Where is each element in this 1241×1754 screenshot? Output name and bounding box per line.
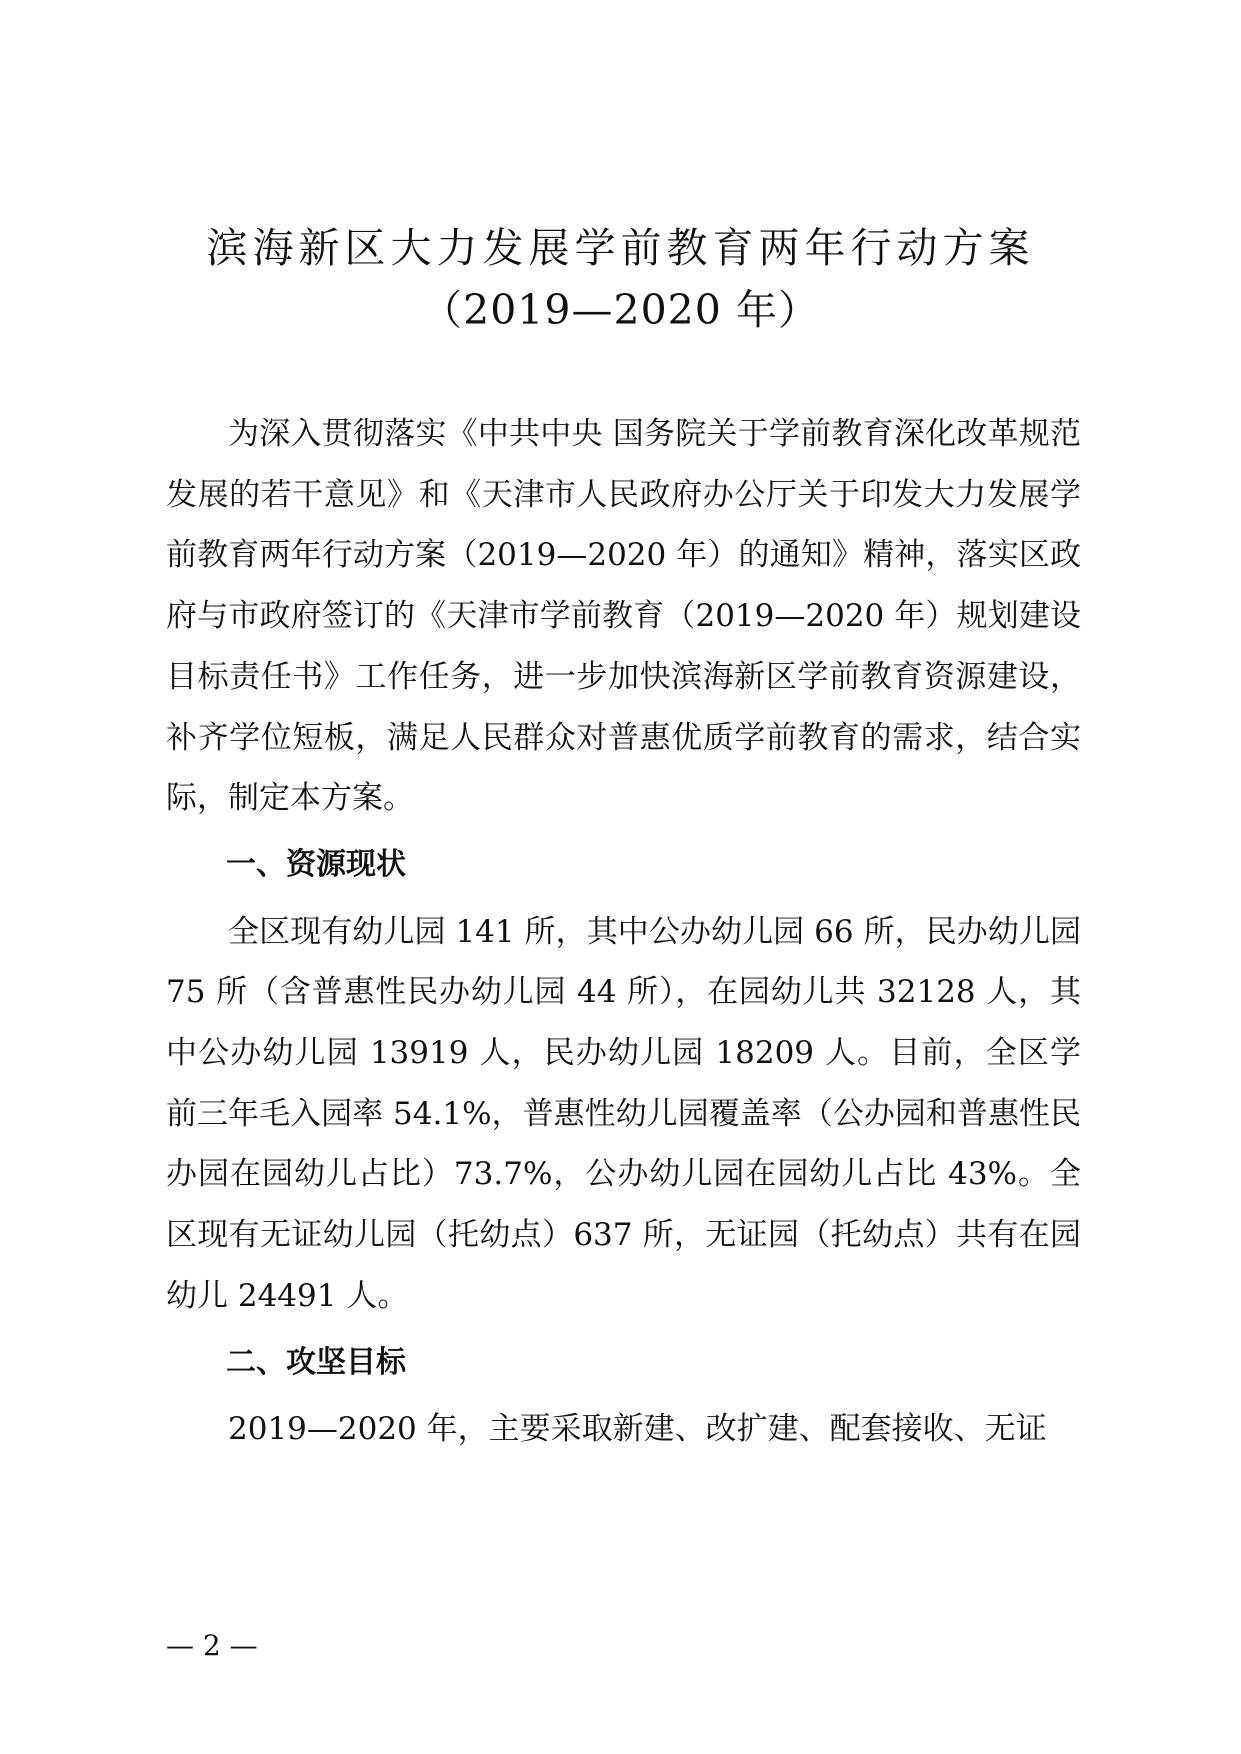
page-number: — 2 — [166, 1629, 258, 1662]
intro-paragraph: 为深入贯彻落实《中共中央 国务院关于学前教育深化改革规范发展的若干意见》和《天津市人民政府办公厅关于印发大力发展学前教育两年行动方案（2019—2020 年）的通知》精神，落实区政府与市政府签订的《天津市学前教育（2019—2020 年）规划建设目标责任书》工作任务，进一步加快滨海新区学前教育资源建设，补齐学位短板，满足人民群众对普惠优质学前教育的需求，结合实际，制定本方案。 [166, 416, 1081, 817]
document-title: 滨海新区大力发展学前教育两年行动方案 [206, 224, 1035, 272]
resources-paragraph: 全区现有幼儿园 141 所，其中公办幼儿园 66 所，民办幼儿园 75 所（含普惠性民办幼儿园 44 所），在园幼儿共 32128 人，其中公办幼儿园 13919 人，民办幼儿园 18209 人。目前，全区学前三年毛入园率 54.1%，普惠性幼儿园覆盖率（公办园和普惠性民办园在园幼儿占比）73.7%，公办幼儿园在园幼儿占比 43%。全区现有无证幼儿园（托幼点）637 所，无证园（托幼点）共有在园幼儿 24491 人。 [166, 913, 1081, 1314]
section-heading-resources: 一、资源现状 [226, 846, 406, 882]
goals-paragraph: 2019—2020 年，主要采取新建、改扩建、配套接收、无证 [228, 1411, 1047, 1448]
section-heading-goals: 二、攻坚目标 [226, 1344, 406, 1380]
document-subtitle: （2019—2020 年） [421, 286, 820, 334]
document-body [166, 404, 1081, 1460]
